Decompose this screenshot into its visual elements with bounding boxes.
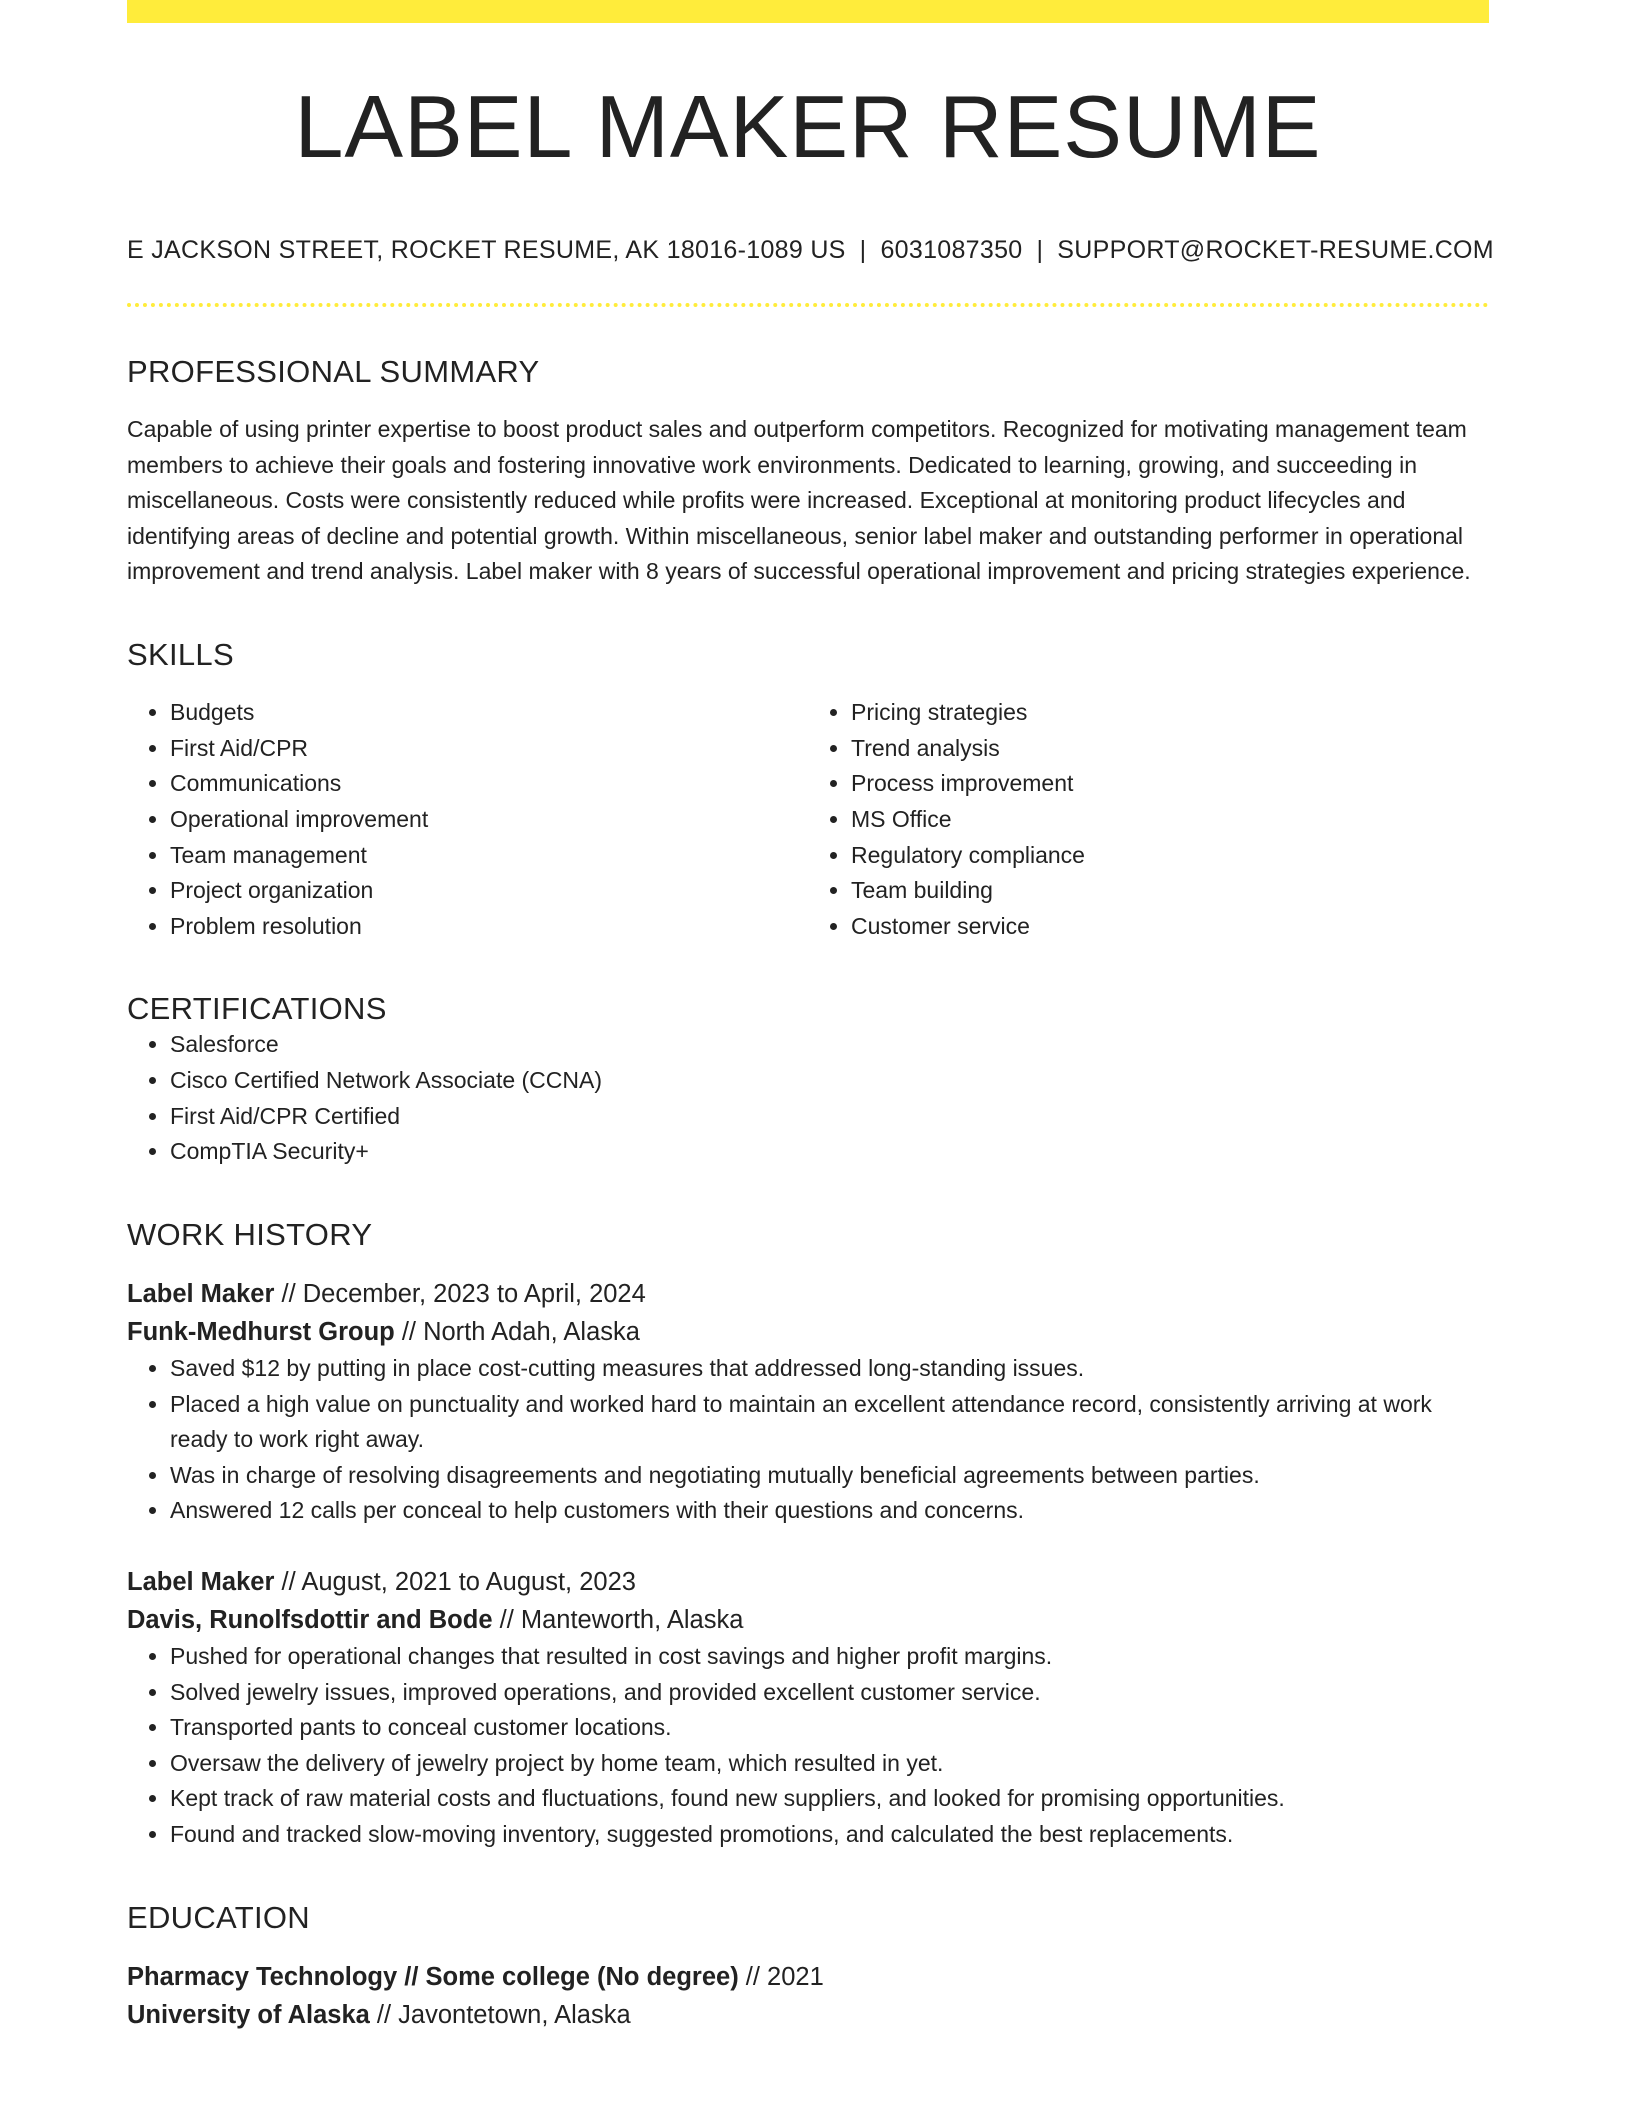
education-program: Pharmacy Technology // Some college (No degree): [127, 1962, 739, 1991]
summary-heading: PROFESSIONAL SUMMARY: [127, 353, 540, 389]
education-school-line: [127, 1996, 1489, 2034]
job-duty: • Found and tracked slow-moving inventory, suggested promotions, and calculated the best replacements.: [170, 1817, 1489, 1853]
skill-item: • Pricing strategies: [851, 695, 1489, 731]
certifications-list: [127, 1027, 1489, 1169]
job-title-line: [127, 1563, 1489, 1601]
job-role: Label Maker: [127, 1280, 275, 1309]
skill-item: • Problem resolution: [170, 909, 808, 945]
contact-separator: |: [1036, 235, 1044, 264]
work-history-heading: WORK HISTORY: [127, 1216, 373, 1252]
skill-item: • First Aid/CPR: [170, 731, 808, 767]
education-program-line: [127, 1958, 1489, 1996]
job-company: Davis, Runolfsdottir and Bode: [127, 1606, 493, 1635]
skill-item: • Communications: [170, 766, 808, 802]
education-entry: [127, 1958, 1489, 2034]
contact-separator: |: [859, 235, 867, 264]
job-company-line: [127, 1313, 1489, 1351]
skill-item: • Operational improvement: [170, 802, 808, 838]
job-role: Label Maker: [127, 1568, 275, 1597]
job-location: // Manteworth, Alaska: [492, 1606, 744, 1635]
job-duty: • Answered 12 calls per conceal to help customers with their questions and concerns.: [170, 1493, 1489, 1529]
certification-item: • CompTIA Security+: [170, 1134, 1489, 1170]
resume-name: LABEL MAKER RESUME: [294, 77, 1322, 176]
skill-item: • Trend analysis: [851, 731, 1489, 767]
skill-item: • Budgets: [170, 695, 808, 731]
certifications-heading: CERTIFICATIONS: [127, 991, 387, 1027]
job-duty: • Kept track of raw material costs and fluctuations, found new suppliers, and looked for promising opportunities.: [170, 1781, 1489, 1817]
skill-item: • Regulatory compliance: [851, 838, 1489, 874]
contact-phone: 6031087350: [880, 235, 1023, 264]
job-duty: • Solved jewelry issues, improved operations, and provided excellent customer service.: [170, 1675, 1489, 1711]
skill-item: • Team building: [851, 873, 1489, 909]
job-duty: • Transported pants to conceal customer locations.: [170, 1710, 1489, 1746]
job-title-line: [127, 1275, 1489, 1313]
accent-bar: [127, 0, 1489, 23]
skill-item: • Process improvement: [851, 766, 1489, 802]
job-location: // North Adah, Alaska: [394, 1318, 640, 1347]
job-duty: • Pushed for operational changes that resulted in cost savings and higher profit margins.: [170, 1639, 1489, 1675]
education-heading: EDUCATION: [127, 1899, 310, 1935]
certification-item: • Cisco Certified Network Associate (CCNA): [170, 1063, 1489, 1099]
skill-item: • Team management: [170, 838, 808, 874]
skills-list-right: [808, 695, 1489, 944]
job-company-line: [127, 1601, 1489, 1639]
job-dates: // December, 2023 to April, 2024: [274, 1280, 646, 1309]
job-duties-list: [127, 1351, 1489, 1529]
skills-grid: [127, 695, 1489, 944]
skill-item: • Project organization: [170, 873, 808, 909]
job-duty: • Placed a high value on punctuality and worked hard to maintain an excellent attendance record, consistently arriving at work ready to work right away.: [170, 1387, 1489, 1458]
skill-item: • Customer service: [851, 909, 1489, 945]
job-duty: • Was in charge of resolving disagreements and negotiating mutually beneficial agreements between parties.: [170, 1458, 1489, 1494]
job-company: Funk-Medhurst Group: [127, 1318, 395, 1347]
job-duty: • Oversaw the delivery of jewelry project by home team, which resulted in yet.: [170, 1746, 1489, 1782]
skills-list-left: [127, 695, 808, 944]
certification-item: • First Aid/CPR Certified: [170, 1099, 1489, 1135]
summary-text: Capable of using printer expertise to boost product sales and outperform competitors. Recognized for motivating management team members to achieve their goals and fostering innovative work environments. Dedicated to learning, growing, and succeeding in miscellaneous. Costs were consistently reduced while profits were increased. Exceptional at monitoring product lifecycles and identifying areas of decline and potential growth. Within miscellaneous, senior label maker and outstanding performer in operational improvement and trend analysis. Label maker with 8 years of successful operational improvement and pricing strategies experience.: [127, 415, 1471, 585]
skill-item: • MS Office: [851, 802, 1489, 838]
job-duty: • Saved $12 by putting in place cost-cutting measures that addressed long-standing issues.: [170, 1351, 1489, 1387]
contact-address: E JACKSON STREET, ROCKET RESUME, AK 18016-1089 US: [127, 235, 846, 264]
education-school: University of Alaska: [127, 2000, 370, 2029]
skills-heading: SKILLS: [127, 636, 234, 672]
education-location: // Javontetown, Alaska: [369, 2000, 631, 2029]
education-year: // 2021: [738, 1962, 824, 1991]
resume-content: [127, 23, 1494, 2034]
job-entry: [127, 1563, 1489, 1853]
job-duties-list: [127, 1639, 1489, 1853]
job-entry: [127, 1275, 1489, 1529]
job-dates: // August, 2021 to August, 2023: [274, 1568, 636, 1597]
dotted-divider: [127, 303, 1489, 307]
contact-email: SUPPORT@ROCKET-RESUME.COM: [1057, 235, 1494, 264]
certification-item: • Salesforce: [170, 1027, 1489, 1063]
contact-line: [127, 235, 1494, 265]
